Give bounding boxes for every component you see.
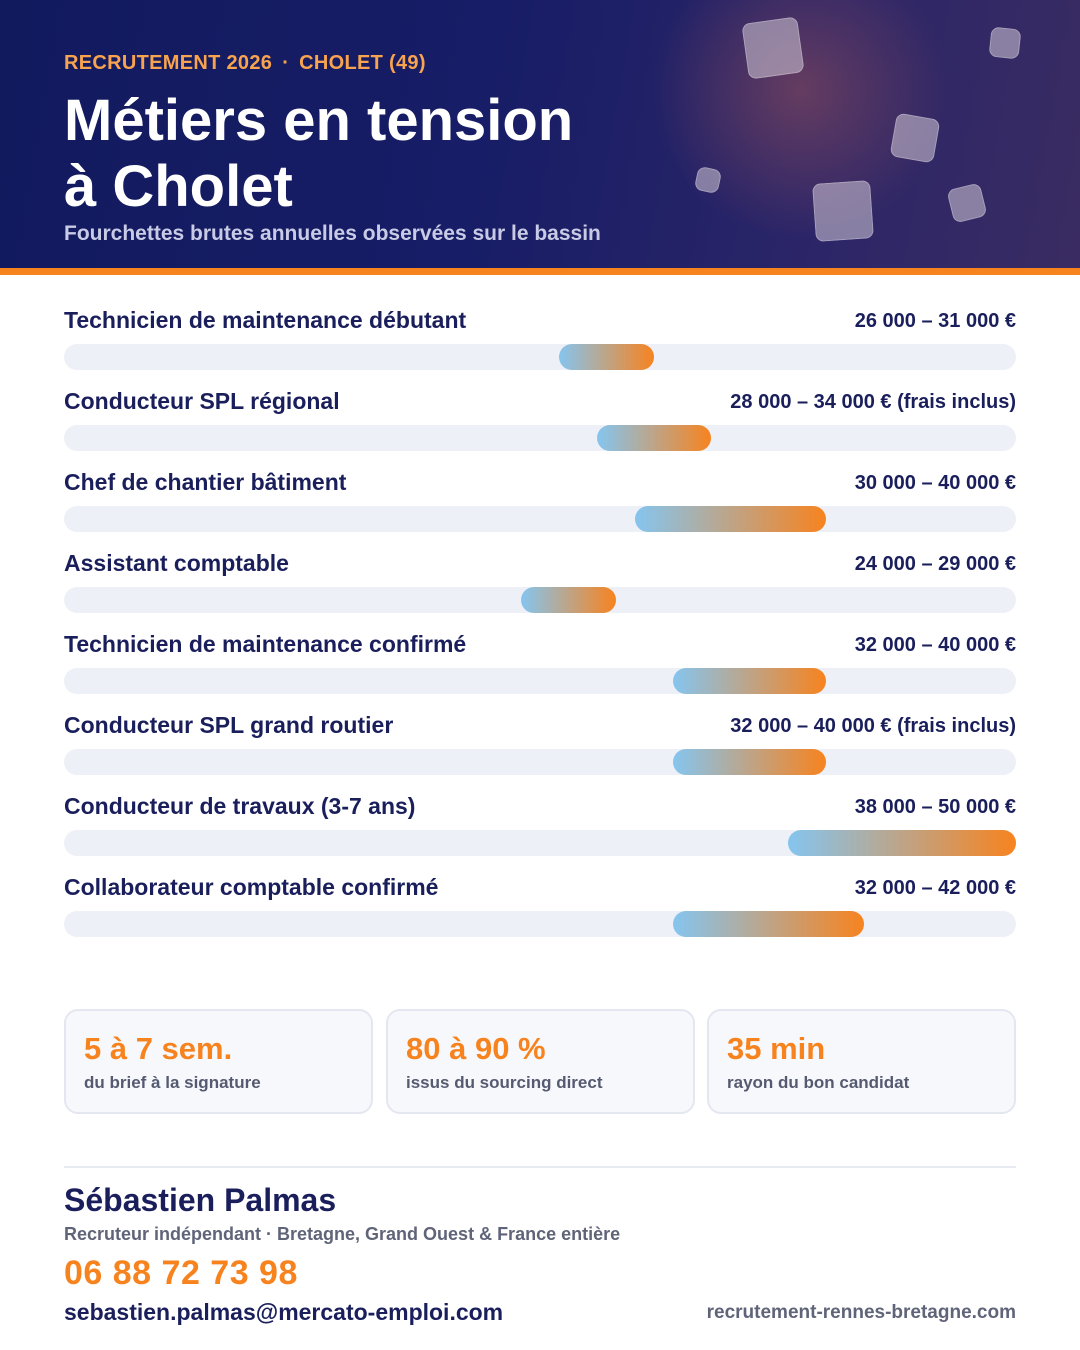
salary-row — [64, 548, 1016, 629]
stat-card — [386, 1009, 695, 1114]
salary-track — [64, 506, 1016, 532]
salary-range-bar — [673, 911, 863, 937]
salary-row — [64, 629, 1016, 710]
salary-range-bar — [673, 749, 825, 775]
decorative-square — [812, 180, 874, 242]
stats-cards — [64, 1009, 1016, 1114]
contact-name: Sébastien Palmas — [64, 1182, 337, 1218]
job-title: Chef de chantier bâtiment — [64, 469, 347, 495]
salary-range: 30 000 – 40 000 € — [854, 472, 1016, 494]
salary-range-bar — [673, 668, 825, 694]
contact-website[interactable]: recrutement-rennes-bretagne.com — [706, 1302, 1016, 1323]
salary-row — [64, 872, 1016, 953]
salary-range-bar — [521, 587, 616, 613]
title-line-1: Métiers en tension — [64, 88, 574, 153]
stat-card — [64, 1009, 373, 1114]
eyebrow-location: CHOLET (49) — [299, 52, 426, 74]
job-title: Conducteur SPL grand routier — [64, 712, 394, 738]
salary-track — [64, 425, 1016, 451]
decorative-square — [741, 16, 804, 79]
salary-row — [64, 710, 1016, 791]
eyebrow-year: RECRUTEMENT 2026 — [64, 52, 273, 74]
salary-range: 32 000 – 40 000 € — [854, 634, 1016, 656]
stat-value: 35 min — [727, 1031, 826, 1066]
salary-list — [64, 305, 1016, 953]
salary-track — [64, 749, 1016, 775]
footer-divider — [64, 1166, 1016, 1168]
stat-value: 5 à 7 sem. — [84, 1031, 233, 1066]
job-title: Technicien de maintenance débutant — [64, 307, 467, 333]
salary-range-bar — [559, 344, 654, 370]
job-title: Conducteur de travaux (3-7 ans) — [64, 793, 416, 819]
decorative-square — [694, 166, 722, 194]
salary-range: 28 000 – 34 000 € (frais inclus) — [730, 391, 1016, 413]
contact-phone[interactable]: 06 88 72 73 98 — [64, 1254, 298, 1292]
salary-range: 24 000 – 29 000 € — [854, 553, 1016, 575]
decorative-square — [989, 27, 1022, 60]
salary-track — [64, 911, 1016, 937]
salary-range: 32 000 – 40 000 € (frais inclus) — [730, 715, 1016, 737]
salary-range-bar — [788, 830, 1016, 856]
stat-card — [707, 1009, 1016, 1114]
stat-label: du brief à la signature — [84, 1073, 261, 1092]
salary-range-bar — [635, 506, 825, 532]
title-line-2: à Cholet — [64, 154, 293, 219]
salary-track — [64, 668, 1016, 694]
salary-track — [64, 344, 1016, 370]
contact-email[interactable]: sebastien.palmas@mercato-emploi.com — [64, 1299, 504, 1325]
job-title: Technicien de maintenance confirmé — [64, 631, 467, 657]
job-title: Conducteur SPL régional — [64, 388, 340, 414]
salary-track — [64, 587, 1016, 613]
header-accent-bar — [0, 268, 1080, 275]
stat-label: issus du sourcing direct — [406, 1073, 603, 1092]
decorative-square — [946, 182, 987, 223]
salary-row — [64, 467, 1016, 548]
salary-range: 26 000 – 31 000 € — [854, 310, 1016, 332]
salary-row — [64, 791, 1016, 872]
page-title — [64, 88, 573, 220]
salary-range: 38 000 – 50 000 € — [854, 796, 1016, 818]
salary-row — [64, 305, 1016, 386]
eyebrow — [64, 52, 426, 75]
salary-track — [64, 830, 1016, 856]
salary-range: 32 000 – 42 000 € — [854, 877, 1016, 899]
header-banner — [0, 0, 1080, 268]
eyebrow-separator: · — [282, 52, 290, 74]
job-title: Assistant comptable — [64, 550, 289, 576]
decorative-square — [890, 113, 941, 164]
job-title: Collaborateur comptable confirmé — [64, 874, 439, 900]
stat-label: rayon du bon candidat — [727, 1073, 910, 1092]
page-subtitle: Fourchettes brutes annuelles observées sur le bassin — [64, 222, 601, 245]
salary-row — [64, 386, 1016, 467]
stat-value: 80 à 90 % — [406, 1031, 546, 1066]
salary-range-bar — [597, 425, 711, 451]
contact-role: Recruteur indépendant · Bretagne, Grand Ouest & France entière — [64, 1224, 621, 1244]
